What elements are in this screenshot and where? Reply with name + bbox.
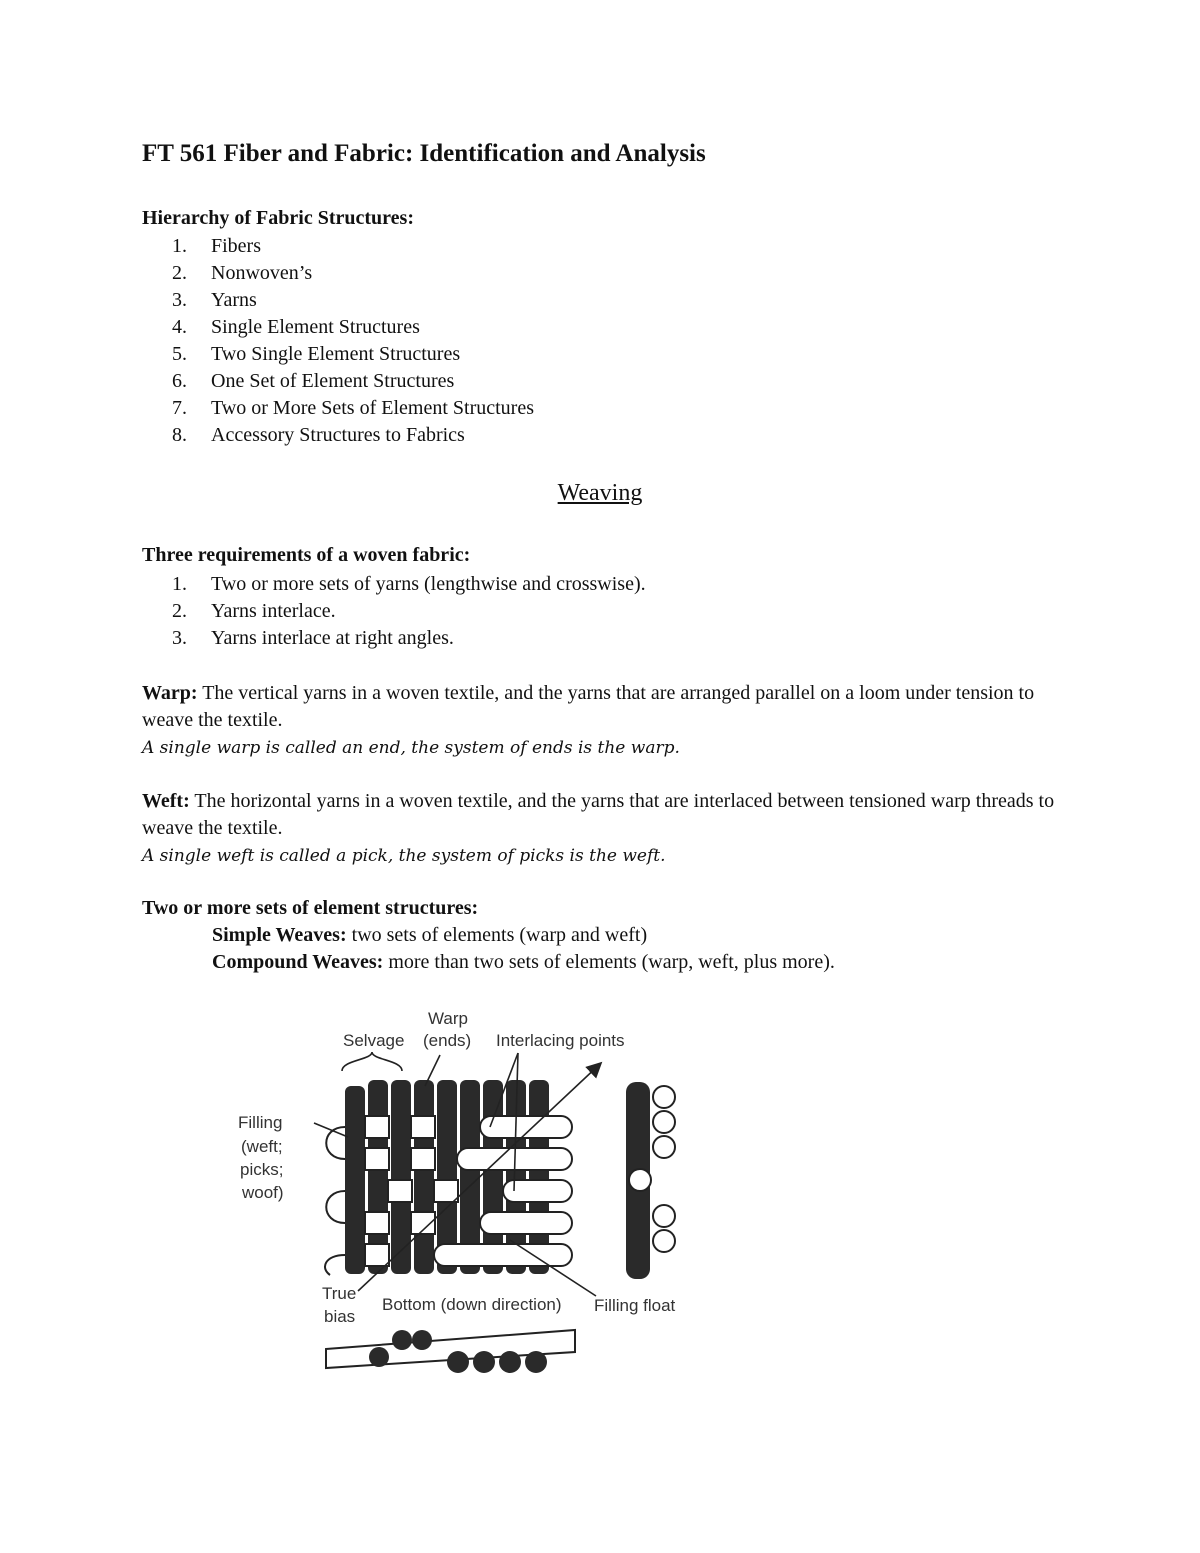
warp-definition: Warp: The vertical yarns in a woven textile, and the yarns that are arranged parallel on a loom under tension to weave the textile. A single warp is called an end, the system of ends is the warp. <box>142 682 1035 758</box>
label-filling: Filling <box>238 1113 283 1132</box>
label-picks: picks; <box>240 1160 284 1179</box>
weft-note: A single weft is called a pick, the system of picks is the weft. <box>142 846 666 866</box>
element-sets-heading: Two or more sets of element structures: <box>142 897 479 919</box>
label-bias: bias <box>324 1307 356 1326</box>
list-item: 1. Fibers <box>172 235 261 257</box>
list-item: 1. Two or more sets of yarns (lengthwise and crosswise). <box>172 573 646 595</box>
list-item: 2. Yarns interlace. <box>172 600 336 622</box>
label-true: True <box>322 1284 357 1303</box>
list-item: 2. Nonwoven’s <box>172 262 313 284</box>
weft-term: Weft: <box>142 790 190 812</box>
hierarchy-heading: Hierarchy of Fabric Structures: <box>142 207 414 229</box>
list-item: 5. Two Single Element Structures <box>172 343 461 365</box>
list-item: 3. Yarns <box>172 289 257 311</box>
list-item: 8. Accessory Structures to Fabrics <box>172 424 465 446</box>
label-warp: Warp <box>428 1009 468 1028</box>
requirements-heading: Three requirements of a woven fabric: <box>142 544 471 566</box>
list-item: 4. Single Element Structures <box>172 316 420 338</box>
label-weft: (weft; <box>241 1137 283 1156</box>
warp-term: Warp: <box>142 682 198 704</box>
simple-weaves-line: Simple Weaves: two sets of elements (warp and weft) <box>212 924 648 946</box>
warp-note: A single warp is called an end, the system of ends is the warp. <box>142 738 680 758</box>
list-item: 7. Two or More Sets of Element Structures <box>172 397 534 419</box>
weft-definition: Weft: The horizontal yarns in a woven textile, and the yarns that are interlaced between tensioned warp threads to weave the textile. A single weft is called a pick, the system of picks is the weft. <box>142 790 1055 866</box>
label-ends: (ends) <box>423 1031 472 1050</box>
page-title: FT 561 Fiber and Fabric: Identification and Analysis <box>142 140 706 167</box>
label-woof: woof) <box>242 1183 284 1202</box>
label-bottom-direction: Bottom (down direction) <box>382 1295 562 1314</box>
label-filling-float: Filling float <box>594 1296 676 1315</box>
list-item: 3. Yarns interlace at right angles. <box>172 627 454 649</box>
label-selvage: Selvage <box>343 1031 405 1050</box>
bottom-cross-section <box>326 1330 575 1373</box>
compound-weaves-line: Compound Weaves: more than two sets of elements (warp, weft, plus more). <box>212 951 835 973</box>
label-interlacing-points: Interlacing points <box>496 1031 625 1050</box>
side-cross-section <box>626 1082 675 1279</box>
list-item: 6. One Set of Element Structures <box>172 370 455 392</box>
section-title-weaving: Weaving <box>557 480 643 506</box>
